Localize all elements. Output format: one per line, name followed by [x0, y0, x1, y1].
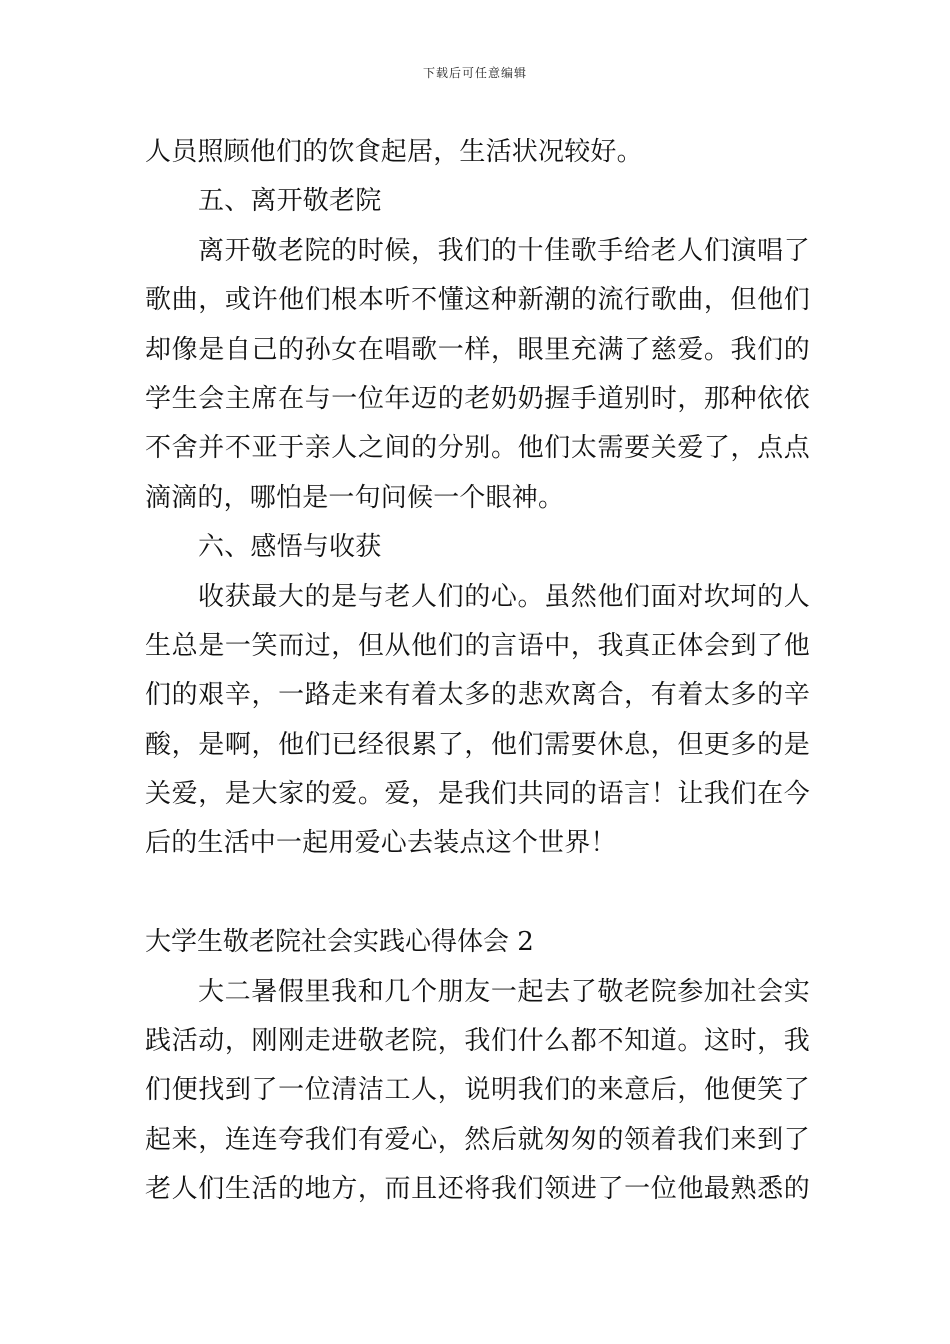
section-gap: [145, 869, 810, 918]
page-header: 下载后可任意编辑: [422, 66, 527, 80]
document-body: [145, 128, 810, 1215]
paragraph-line: 起来，连连夸我们有爱心，然后就匆匆的领着我们来到了: [145, 1124, 810, 1155]
paragraph-line: 老人们生活的地方，而且还将我们领进了一位他最熟悉的: [145, 1174, 810, 1205]
paragraph-line: 离开敬老院的时候，我们的十佳歌手给老人们演唱了: [198, 235, 810, 266]
paragraph-line: 酸，是啊，他们已经很累了，他们需要休息，但更多的是: [145, 729, 810, 760]
paragraph-line: 们的艰辛，一路走来有着太多的悲欢离合，有着太多的辛: [145, 680, 810, 711]
paragraph-line: 关爱，是大家的爱。爱，是我们共同的语言！让我们在今: [145, 779, 810, 810]
section-heading: 五、离开敬老院: [198, 186, 382, 217]
article-title: 大学生敬老院社会实践心得体会 2: [145, 927, 534, 958]
paragraph-line: 人员照顾他们的饮食起居，生活状况较好。: [145, 137, 643, 167]
paragraph-line: 生总是一笑而过，但从他们的言语中，我真正体会到了他: [145, 630, 810, 661]
paragraph-line: 滴滴的，哪怕是一句问候一个眼神。: [145, 482, 565, 513]
section-heading: 六、感悟与收获: [198, 532, 382, 563]
paragraph-line: 后的生活中一起用爱心去装点这个世界！: [145, 828, 617, 859]
paragraph-line: 践活动，刚刚走进敬老院，我们什么都不知道。这时，我: [145, 1026, 810, 1057]
paragraph-line: 大二暑假里我和几个朋友一起去了敬老院参加社会实: [198, 976, 810, 1007]
paragraph-line: 们便找到了一位清洁工人，说明我们的来意后，他便笑了: [145, 1075, 810, 1106]
paragraph-line: 却像是自己的孙女在唱歌一样，眼里充满了慈爱。我们的: [145, 334, 810, 365]
paragraph-line: 学生会主席在与一位年迈的老奶奶握手道别时，那种依依: [145, 383, 810, 414]
paragraph-line: 不舍并不亚于亲人之间的分别。他们太需要关爱了，点点: [145, 433, 810, 464]
paragraph-line: 收获最大的是与老人们的心。虽然他们面对坎坷的人: [198, 581, 810, 612]
paragraph-line: 歌曲，或许他们根本听不懂这种新潮的流行歌曲，但他们: [145, 285, 810, 316]
